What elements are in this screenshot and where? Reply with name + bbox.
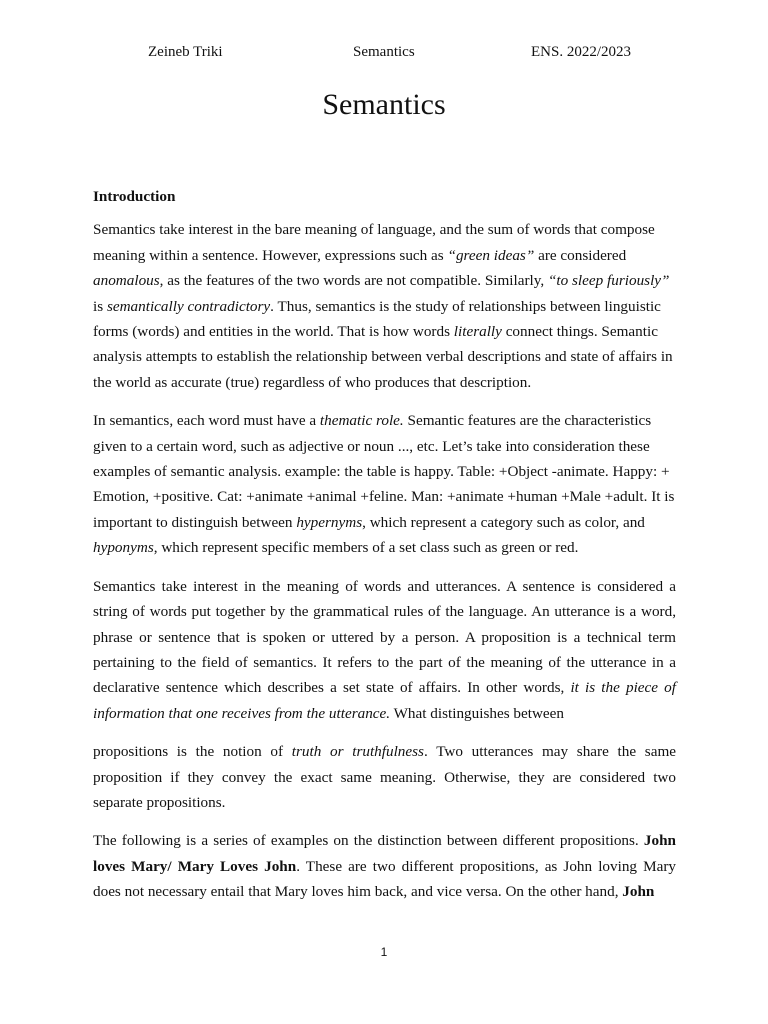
text-run: The following is a series of examples on the distinction between different propositions. bbox=[93, 832, 644, 850]
text-run: , as the features of the two words are not compatible. Similarly, bbox=[159, 272, 548, 290]
italic-phrase: thematic role. bbox=[319, 412, 404, 430]
text-run: Semantics take interest in the meaning of words and utterances. A sentence is considered a string of words put together by the grammatical rules of the language. An utterance is a word, phrase or sentence that is spoken or uttered by a person. A proposition is a technical term pertaining to the field of semantics. It refers to the part of the meaning of the utterance in a declarative sentence which describes a set state of affairs. In other words, bbox=[93, 577, 676, 697]
header-author: Zeineb Triki bbox=[148, 44, 223, 60]
text-run: . Two utterances may share the same proposition if they convey the exact same meaning. Otherwise, they are considered two separate propositions. bbox=[93, 743, 677, 811]
text-run: Semantics take interest in the bare meaning of language, and the sum of words that compose meaning within a sentence. However, expressions such as bbox=[93, 221, 655, 264]
text-run: Semantic features are the characteristics given to a certain word, such as adjective or noun ..., etc. Let’s take into consideration these examples of semantic analysis. example: the table is happy. Table: +Object -animate. Happy: + Emotion, +positive. Cat: +animate +animal +feline. Man: +animate +human +Male +adult. It is important to distinguish between bbox=[93, 412, 675, 531]
italic-phrase: hypernyms bbox=[296, 513, 363, 531]
paragraph-5 bbox=[93, 828, 676, 904]
header-course: Semantics bbox=[353, 44, 415, 60]
text-run: are considered bbox=[534, 246, 627, 264]
page-number: 1 bbox=[380, 945, 388, 959]
italic-phrase: truth or truthfulness bbox=[291, 743, 424, 761]
text-run: propositions is the notion of bbox=[93, 743, 292, 761]
text-run: . Thus, semantics is the study of relationships between linguistic forms (words) and entities in the world. That is how words bbox=[93, 297, 661, 341]
text-run: , which represent a category such as color, and bbox=[362, 513, 645, 531]
page-header bbox=[0, 44, 768, 64]
text-run: connect things. Semantic analysis attempts to establish the relationship between verbal descriptions and state of affairs in the world as accurate (true) regardless of who produces that description. bbox=[93, 323, 673, 391]
header-year: ENS. 2022/2023 bbox=[531, 44, 632, 60]
paragraph-4 bbox=[93, 739, 676, 815]
italic-phrase: hyponyms bbox=[93, 539, 154, 557]
text-run: . These are two different propositions, as John loving Mary does not necessary entail that Mary loves him back, and vice versa. On the other hand, bbox=[93, 857, 676, 901]
italic-phrase: semantically contradictory bbox=[106, 297, 271, 315]
document-title: Semantics bbox=[322, 88, 446, 121]
text-run: What distinguishes between bbox=[390, 704, 564, 722]
bold-phrase: John loves Mary/ Mary Loves John bbox=[93, 832, 676, 875]
paragraph-2 bbox=[93, 408, 676, 560]
text-run: , which represent specific members of a set class such as green or red. bbox=[153, 539, 579, 557]
text-run: In semantics, each word must have a bbox=[93, 412, 320, 430]
italic-phrase: “to sleep furiously” bbox=[547, 272, 670, 290]
paragraph-1 bbox=[93, 217, 676, 395]
italic-phrase: it is the piece of information that one receives from the utterance. bbox=[93, 679, 676, 722]
section-heading-introduction: Introduction bbox=[93, 188, 176, 205]
bold-phrase: John bbox=[622, 883, 655, 901]
italic-phrase: “green ideas” bbox=[447, 246, 535, 264]
text-run: is bbox=[93, 297, 107, 315]
italic-phrase: literally bbox=[453, 323, 502, 341]
italic-phrase: anomalous bbox=[93, 272, 160, 290]
paragraph-3 bbox=[93, 574, 676, 726]
document-body bbox=[93, 184, 676, 905]
